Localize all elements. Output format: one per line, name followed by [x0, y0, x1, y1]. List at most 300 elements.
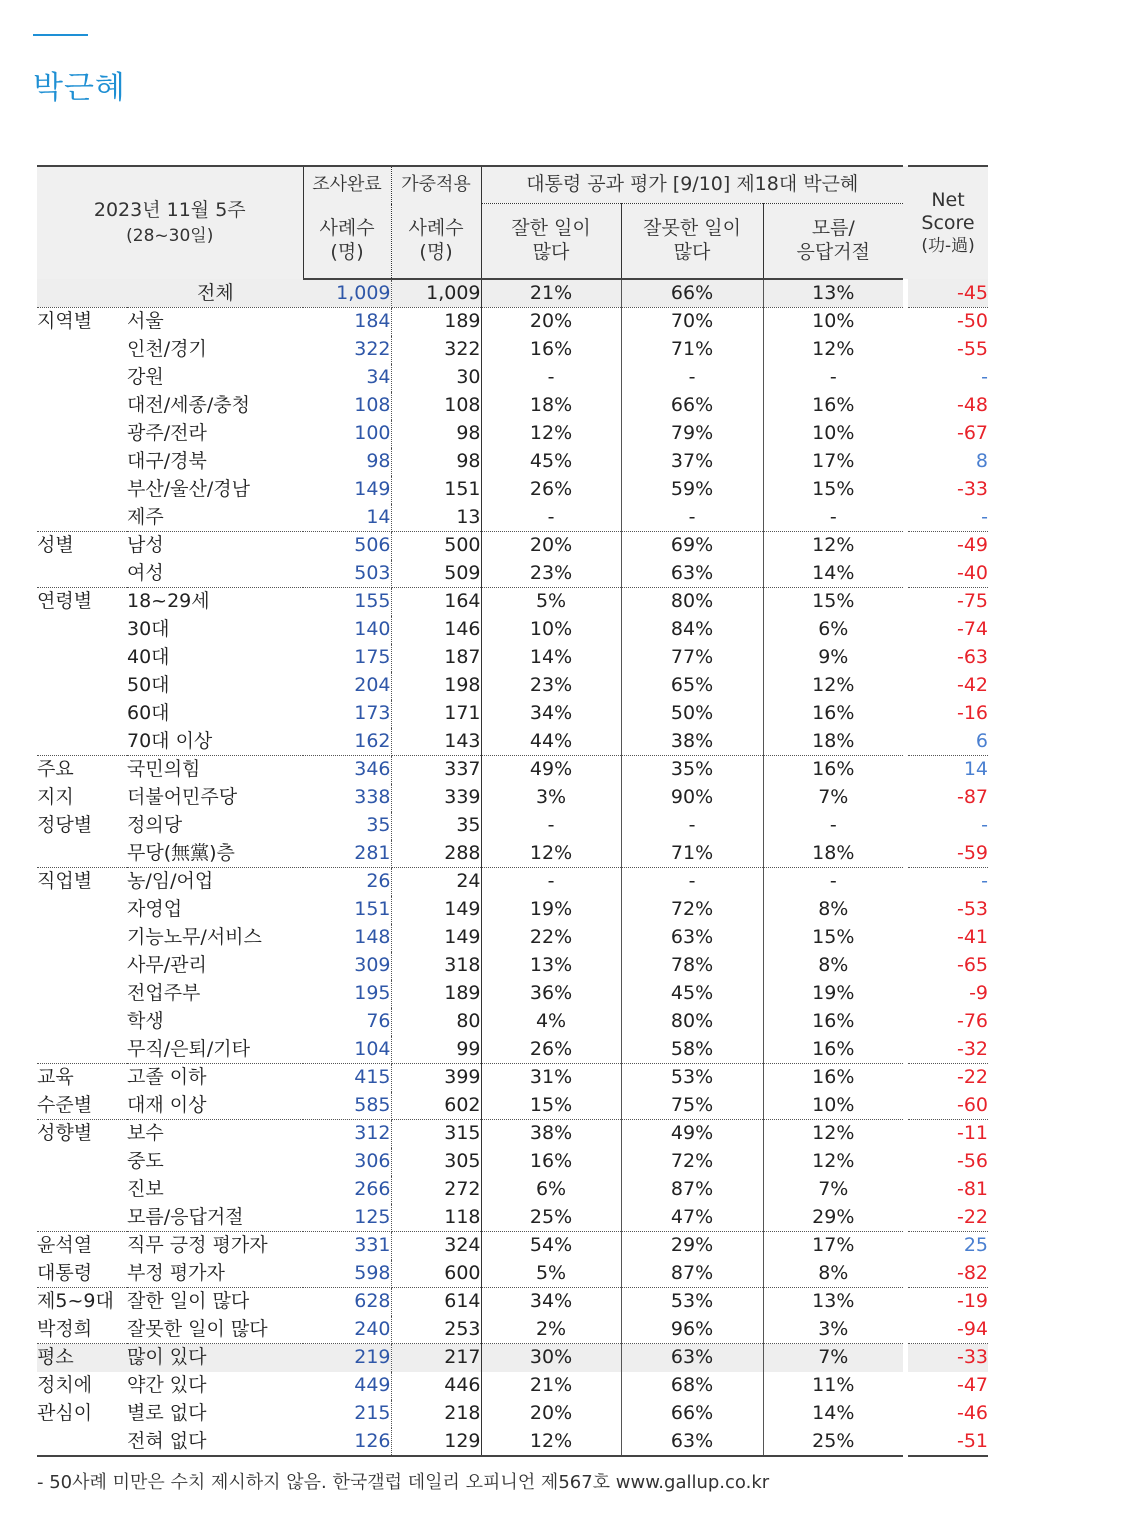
net-score: -40	[908, 560, 988, 588]
good-pct: 36%	[481, 980, 621, 1008]
subgroup-label: 전체	[127, 279, 303, 308]
table-row	[37, 279, 988, 308]
weighted-count: 99	[391, 1036, 481, 1064]
bad-pct: 84%	[621, 616, 763, 644]
net-score: -74	[956, 618, 989, 640]
group-label	[37, 700, 127, 728]
subgroup-label: 18~29세	[127, 590, 210, 613]
net-label-2: Score	[921, 212, 975, 235]
table-row	[37, 1036, 988, 1064]
title-accent-line	[33, 34, 88, 36]
dk-pct: 6%	[818, 618, 849, 640]
dk-header	[763, 204, 903, 280]
net-label-1: Net	[931, 188, 965, 211]
table-row	[37, 1176, 988, 1204]
table-row	[37, 504, 988, 532]
weighted-count: 322	[391, 336, 481, 364]
subgroup-label: 별로 없다	[127, 1402, 207, 1424]
weighted-count: 98	[391, 448, 481, 476]
weight-header-mid: 사례수	[408, 217, 464, 239]
date-label: 2023년 11월 5주	[93, 198, 246, 221]
group-label: 지지	[37, 786, 74, 808]
net-score: -32	[908, 1036, 988, 1064]
good-pct: 25%	[481, 1204, 621, 1232]
table-row	[37, 700, 988, 728]
weighted-count: 149	[391, 896, 481, 924]
good-pct: 38%	[481, 1120, 621, 1148]
net-score: -50	[956, 310, 989, 333]
subgroup-label: 전혀 없다	[127, 1428, 303, 1456]
bad-pct: 71%	[621, 840, 763, 868]
dk-pct: 18%	[763, 840, 903, 868]
dk-pct: 8%	[763, 1260, 903, 1288]
dk-pct: 11%	[812, 1374, 855, 1396]
group-label: 지역별	[37, 310, 93, 333]
good-pct: 12%	[481, 1428, 621, 1456]
weighted-count: 509	[391, 560, 481, 588]
dk-pct: 3%	[763, 1316, 903, 1344]
group-label	[37, 616, 127, 644]
bad-pct: 38%	[621, 728, 763, 756]
weighted-count: 288	[391, 840, 481, 868]
bad-pct: 72%	[621, 1148, 763, 1176]
subgroup-label: 무당(無黨)층	[127, 840, 303, 868]
dk-pct: 8%	[818, 898, 849, 920]
dk-pct: -	[763, 504, 903, 532]
dk-pct: 16%	[812, 1066, 855, 1089]
group-label	[37, 1036, 127, 1064]
group-label	[37, 896, 127, 924]
subgroup-label: 남성	[127, 534, 164, 557]
table-row	[37, 532, 988, 560]
dk-pct: 8%	[818, 954, 849, 976]
subgroup-label: 60대	[127, 702, 170, 724]
group-label	[37, 1176, 127, 1204]
subgroup-label: 잘한 일이 많다	[127, 1290, 250, 1313]
sample-count: 34	[303, 364, 391, 392]
table-row	[37, 588, 988, 616]
dk-pct: 10%	[812, 422, 855, 444]
net-score: -63	[956, 646, 989, 668]
subgroup-label: 약간 있다	[127, 1374, 207, 1396]
sample-count: 309	[303, 952, 391, 980]
sample-count: 449	[303, 1372, 391, 1400]
sample-count: 184	[303, 308, 391, 336]
bad-pct: 53%	[621, 1064, 763, 1092]
net-score: -	[908, 504, 988, 532]
good-pct: 19%	[481, 896, 621, 924]
net-score: -53	[956, 898, 989, 920]
weighted-count: 146	[391, 616, 481, 644]
group-label: 수준별	[37, 1092, 127, 1120]
net-score: -76	[956, 1010, 989, 1032]
bad-pct: 45%	[621, 980, 763, 1008]
footer-note: - 50사례 미만은 수치 제시하지 않음. 한국갤럽 데일리 오피니언 제567호 www.gallup.co.kr	[37, 1472, 770, 1493]
subgroup-label: 직무 긍정 평가자	[127, 1234, 268, 1257]
table-row	[37, 840, 988, 868]
dk-pct: 15%	[812, 478, 855, 500]
subgroup-label: 제주	[127, 504, 303, 532]
weighted-count: 602	[391, 1092, 481, 1120]
weighted-count: 315	[391, 1120, 481, 1148]
sample-count: 312	[303, 1120, 391, 1148]
group-label: 주요	[37, 758, 74, 781]
dk-pct: 29%	[763, 1204, 903, 1232]
sample-count: 155	[303, 588, 391, 616]
sample-count: 628	[303, 1288, 391, 1316]
subgroup-label: 고졸 이하	[127, 1066, 207, 1089]
group-label: 성별	[37, 534, 74, 557]
weighted-count: 24	[391, 868, 481, 896]
group-label	[37, 448, 127, 476]
net-score: -46	[956, 1402, 989, 1424]
sample-count: 151	[303, 896, 391, 924]
weighted-count: 614	[391, 1288, 481, 1316]
weight-header-top: 가중적용	[391, 166, 481, 204]
sample-count: 322	[303, 336, 391, 364]
bad-pct: -	[621, 504, 763, 532]
sample-count: 204	[303, 672, 391, 700]
good-header-1: 잘한 일이	[511, 217, 591, 240]
table-row	[37, 924, 988, 952]
bad-pct: 70%	[621, 308, 763, 336]
net-score: -22	[956, 1066, 989, 1089]
net-label-3: (功-過)	[921, 236, 975, 257]
dk-pct: 16%	[763, 1036, 903, 1064]
subgroup-label: 학생	[127, 1010, 164, 1032]
net-score: -75	[956, 590, 989, 613]
bad-header	[621, 204, 763, 280]
sample-count: 100	[303, 420, 391, 448]
table-row	[37, 476, 988, 504]
dk-pct: 13%	[812, 1290, 855, 1313]
weighted-count: 171	[391, 700, 481, 728]
subgroup-label: 여성	[127, 560, 303, 588]
table-row	[37, 1428, 988, 1456]
weighted-count: 108	[391, 392, 481, 420]
net-score: -51	[908, 1428, 988, 1456]
sample-count: 215	[303, 1400, 391, 1428]
net-score: -42	[956, 674, 989, 696]
good-pct: 5%	[481, 588, 621, 616]
group-label	[37, 644, 127, 672]
net-score: -59	[908, 840, 988, 868]
group-label: 평소	[37, 1344, 127, 1372]
sample-count: 240	[303, 1316, 391, 1344]
sample-count: 149	[303, 476, 391, 504]
net-score: -45	[908, 279, 988, 308]
good-pct: 13%	[481, 952, 621, 980]
group-label: 정치에	[37, 1374, 93, 1396]
good-pct: 20%	[481, 532, 621, 560]
sample-count: 162	[303, 728, 391, 756]
sample-count: 104	[303, 1036, 391, 1064]
dk-pct: -	[829, 814, 837, 836]
subgroup-label: 대전/세종/충청	[127, 394, 250, 416]
dk-pct: -	[829, 366, 837, 388]
group-label	[37, 1148, 127, 1176]
sample-count: 98	[303, 448, 391, 476]
good-pct: 23%	[481, 672, 621, 700]
table-row	[37, 1120, 988, 1148]
dk-pct: 7%	[818, 1178, 849, 1200]
good-header	[481, 204, 621, 280]
dk-pct: 19%	[812, 982, 855, 1004]
subgroup-label: 강원	[127, 366, 164, 388]
weighted-count: 337	[391, 756, 481, 784]
good-pct: 18%	[481, 392, 621, 420]
table-row	[37, 1148, 988, 1176]
bad-pct: 71%	[621, 336, 763, 364]
table-row	[37, 896, 988, 924]
bad-pct: 63%	[621, 1428, 763, 1456]
group-label: 윤석열	[37, 1234, 93, 1257]
net-score: -	[981, 870, 989, 893]
good-pct: 21%	[481, 1372, 621, 1400]
subgroup-label: 70대 이상	[127, 728, 303, 756]
subgroup-label: 진보	[127, 1178, 164, 1200]
bad-pct: 78%	[621, 952, 763, 980]
net-score: -60	[908, 1092, 988, 1120]
subgroup-label: 더불어민주당	[127, 786, 238, 808]
dk-pct: 17%	[812, 1234, 855, 1257]
subgroup-label: 사무/관리	[127, 954, 207, 976]
dk-pct: 12%	[812, 534, 855, 557]
table-row	[37, 784, 988, 812]
bad-pct: 65%	[621, 672, 763, 700]
dk-pct: 18%	[763, 728, 903, 756]
subgroup-label: 30대	[127, 618, 170, 640]
bad-pct: 80%	[621, 588, 763, 616]
net-score: -56	[956, 1150, 989, 1172]
group-label: 관심이	[37, 1402, 93, 1424]
good-pct: 45%	[481, 448, 621, 476]
weighted-count: 446	[391, 1372, 481, 1400]
subgroup-label: 대구/경북	[127, 450, 207, 472]
good-pct: 12%	[481, 840, 621, 868]
table-row	[37, 644, 988, 672]
good-pct: 22%	[481, 924, 621, 952]
subgroup-label: 정의당	[127, 814, 183, 836]
net-score: -87	[956, 786, 989, 808]
sample-header-unit: (명)	[330, 240, 364, 263]
good-pct: 10%	[481, 616, 621, 644]
bad-pct: 87%	[621, 1176, 763, 1204]
poll-table-body	[37, 279, 988, 1456]
table-row	[37, 812, 988, 840]
dk-pct: 15%	[812, 590, 855, 613]
dk-pct: 9%	[818, 646, 849, 668]
good-pct: 44%	[481, 728, 621, 756]
table-row	[37, 616, 988, 644]
sample-count: 14	[303, 504, 391, 532]
weighted-count: 13	[391, 504, 481, 532]
sample-count: 35	[303, 812, 391, 840]
group-label	[37, 1008, 127, 1036]
good-pct: 21%	[481, 279, 621, 308]
weighted-count: 218	[391, 1400, 481, 1428]
sample-count: 175	[303, 644, 391, 672]
good-pct: 6%	[481, 1176, 621, 1204]
net-score: -47	[956, 1374, 989, 1396]
net-score: -65	[956, 954, 989, 976]
good-pct: -	[481, 364, 621, 392]
weighted-count: 305	[391, 1148, 481, 1176]
good-pct: 34%	[481, 700, 621, 728]
bad-header-1: 잘못한 일이	[643, 217, 741, 240]
group-label	[37, 279, 127, 308]
sample-count: 26	[303, 868, 391, 896]
weighted-count: 399	[391, 1064, 481, 1092]
weighted-count: 80	[391, 1008, 481, 1036]
dk-pct: 7%	[763, 1344, 903, 1372]
sample-count: 219	[303, 1344, 391, 1372]
weighted-count: 500	[391, 532, 481, 560]
bad-pct: -	[621, 812, 763, 840]
subgroup-label: 50대	[127, 674, 170, 696]
subgroup-label: 부정 평가자	[127, 1260, 303, 1288]
good-pct: 4%	[481, 1008, 621, 1036]
subgroup-label: 보수	[127, 1122, 164, 1145]
table-row	[37, 1344, 988, 1372]
net-score: -55	[956, 338, 989, 360]
date-range: (28~30일)	[126, 226, 214, 247]
dk-pct: 17%	[812, 450, 855, 472]
net-score: -67	[956, 422, 989, 444]
net-score: 6	[908, 728, 988, 756]
good-pct: 15%	[481, 1092, 621, 1120]
sample-count: 415	[303, 1064, 391, 1092]
weighted-count: 98	[391, 420, 481, 448]
subgroup-label: 전업주부	[127, 982, 201, 1004]
table-row	[37, 1092, 988, 1120]
group-label	[37, 1204, 127, 1232]
bad-pct: 37%	[621, 448, 763, 476]
weighted-count: 118	[391, 1204, 481, 1232]
weight-header	[391, 204, 481, 280]
dk-pct: 10%	[763, 1092, 903, 1120]
table-row	[37, 308, 988, 336]
bad-pct: 53%	[621, 1288, 763, 1316]
table-row	[37, 1372, 988, 1400]
sample-count: 503	[303, 560, 391, 588]
dk-pct: 14%	[812, 1402, 855, 1424]
weighted-count: 151	[391, 476, 481, 504]
subgroup-label: 많이 있다	[127, 1344, 303, 1372]
table-row	[37, 1008, 988, 1036]
sample-count: 126	[303, 1428, 391, 1456]
dk-header-2: 응답거절	[796, 241, 870, 263]
bad-pct: 63%	[621, 924, 763, 952]
group-label: 제5~9대	[37, 1290, 114, 1313]
bad-pct: 63%	[621, 560, 763, 588]
bad-pct: 79%	[621, 420, 763, 448]
group-label: 정당별	[37, 814, 93, 836]
dk-pct: 12%	[812, 1122, 855, 1145]
weighted-count: 1,009	[391, 279, 481, 308]
net-score: -48	[956, 394, 989, 416]
good-pct: 34%	[481, 1288, 621, 1316]
good-pct: 54%	[481, 1232, 621, 1260]
weighted-count: 189	[391, 308, 481, 336]
table-row	[37, 756, 988, 784]
group-label	[37, 980, 127, 1008]
net-score: -41	[956, 926, 989, 948]
weight-header-unit: (명)	[419, 240, 453, 263]
good-pct: 26%	[481, 1036, 621, 1064]
weighted-count: 324	[391, 1232, 481, 1260]
good-pct: 20%	[481, 308, 621, 336]
subgroup-label: 무직/은퇴/기타	[127, 1036, 303, 1064]
good-header-2: 많다	[532, 241, 570, 263]
table-row	[37, 1204, 988, 1232]
sample-header-mid: 사례수	[319, 217, 375, 239]
group-label: 직업별	[37, 870, 93, 893]
subgroup-label: 기능노무/서비스	[127, 926, 262, 948]
table-row	[37, 448, 988, 476]
weighted-count: 164	[391, 588, 481, 616]
subgroup-label: 인천/경기	[127, 338, 207, 360]
dk-pct: 15%	[812, 926, 855, 948]
bad-pct: 66%	[621, 279, 763, 308]
net-score: -	[981, 814, 989, 836]
group-label: 대통령	[37, 1260, 127, 1288]
bad-pct: 69%	[621, 532, 763, 560]
subgroup-label: 광주/전라	[127, 422, 207, 444]
weighted-count: 143	[391, 728, 481, 756]
sample-count: 346	[303, 756, 391, 784]
bad-pct: 50%	[621, 700, 763, 728]
bad-pct: -	[621, 868, 763, 896]
bad-pct: 47%	[621, 1204, 763, 1232]
table-row	[37, 1064, 988, 1092]
group-label	[37, 420, 127, 448]
good-pct: -	[481, 812, 621, 840]
sample-count: 281	[303, 840, 391, 868]
dk-pct: 16%	[812, 394, 855, 416]
group-label	[37, 672, 127, 700]
table-row	[37, 1232, 988, 1260]
subgroup-label: 서울	[127, 310, 164, 333]
group-label	[37, 840, 127, 868]
group-label	[37, 364, 127, 392]
group-label	[37, 392, 127, 420]
group-label	[37, 560, 127, 588]
bad-pct: 75%	[621, 1092, 763, 1120]
net-score: -33	[956, 478, 989, 500]
net-score: -9	[969, 982, 989, 1004]
table-row	[37, 672, 988, 700]
good-pct: 3%	[481, 784, 621, 812]
bad-pct: 58%	[621, 1036, 763, 1064]
weighted-count: 339	[391, 784, 481, 812]
weighted-count: 35	[391, 812, 481, 840]
eval-title: 대통령 공과 평가 [9/10] 제18대 박근혜	[481, 166, 903, 204]
table-row	[37, 1288, 988, 1316]
subgroup-label: 40대	[127, 646, 170, 668]
group-label	[37, 1428, 127, 1456]
table-row	[37, 868, 988, 896]
weighted-count: 149	[391, 924, 481, 952]
subgroup-label: 부산/울산/경남	[127, 478, 250, 500]
bad-pct: 80%	[621, 1008, 763, 1036]
good-pct: 30%	[481, 1344, 621, 1372]
poll-table	[37, 165, 988, 1457]
table-row	[37, 1400, 988, 1428]
sample-count: 125	[303, 1204, 391, 1232]
table-row	[37, 560, 988, 588]
sample-count: 195	[303, 980, 391, 1008]
